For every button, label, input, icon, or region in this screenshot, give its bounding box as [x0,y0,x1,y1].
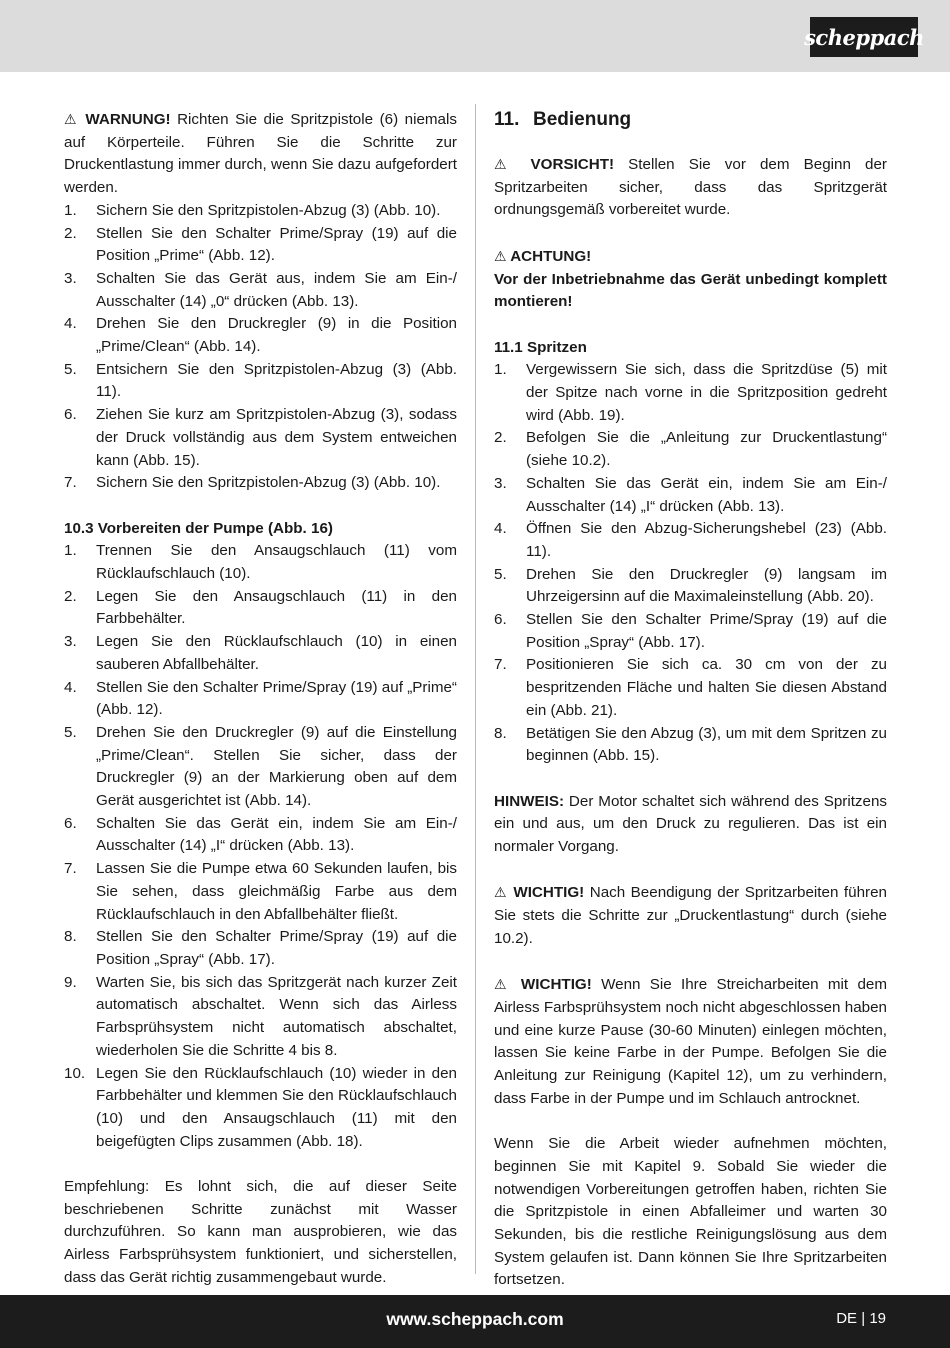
step-text: Öffnen Sie den Abzug-Sicherungshebel (23) (Abb. 11). [526,520,887,560]
list-item [494,564,887,609]
list-item [494,609,887,654]
list-item [64,926,457,971]
step-text: Befolgen Sie die „Anleitung zur Druckentlastung“ (siehe 10.2). [526,429,887,470]
caution-paragraph [494,153,887,222]
step-number: 8. [494,724,507,742]
step-text: Vergewissern Sie sich, dass die Spritzdüse (5) mit der Spitze nach vorne in die Spritzposition gedreht wird (Abb. 19). [526,361,887,424]
step-text: Positionieren Sie sich ca. 30 cm von der zu bespritzenden Fläche und halten Sie diesen Abstand ein (Abb. 21). [526,656,887,719]
list-item [64,1063,457,1154]
step-number: 3. [64,269,77,287]
list-item [64,313,457,358]
section-10-3-title: 10.3 Vorbereiten der Pumpe (Abb. 16) [64,519,333,537]
step-text: Drehen Sie den Druckregler (9) in die Position „Prime/Clean“ (Abb. 14). [96,315,457,356]
warning-triangle-icon: ⚠ [494,247,507,264]
step-number: 1. [64,542,77,560]
list-item [494,473,887,518]
list-item [64,813,457,858]
warning-triangle-icon: ⚠ [64,111,79,127]
list-item [64,631,457,676]
warning-triangle-icon: ⚠ [494,884,508,901]
list-item [494,518,887,563]
warning-label: WARNUNG! [85,111,171,128]
step-text: Legen Sie den Ansaugschlauch (11) in den Farbbehälter. [96,587,457,628]
step-text: Warten Sie, bis sich das Spritzgerät nach kurzer Zeit automatisch abschaltet. Wenn sich das Airless Farbsprühsystem nicht automatisch abschaltet, wiederholen Sie die Schritte 4 bis 8. [96,973,457,1059]
step-number: 5. [64,723,77,741]
step-number: 2. [494,429,507,447]
website-link[interactable]: www.scheppach.com [386,1309,564,1329]
step-number: 5. [64,360,77,378]
list-item [64,540,457,585]
note-paragraph [494,791,887,859]
section-11-number: 11. [494,109,520,130]
list-item [64,359,457,404]
important-text-1: Nach Beendigung der Spritzarbeiten führen Sie stets die Schritte zur „Druckentlastung“ durch (siehe 10.2). [494,884,887,947]
step-number: 7. [494,656,507,674]
spraying-steps [494,359,887,768]
list-item [494,427,887,472]
caution-label: VORSICHT! [530,156,615,173]
list-item [64,677,457,722]
pump-preparation-steps [64,540,457,1153]
step-text: Schalten Sie das Gerät aus, indem Sie am Ein-/ Ausschalter (14) „0“ drücken (Abb. 13). [96,269,457,310]
page-indicator [836,1310,886,1327]
caution-text: Stellen Sie vor dem Beginn der Spritzarbeiten sicher, dass das Spritzgerät ordnungsgemäß vorbereitet wurde. [494,156,887,219]
recommendation-paragraph: Empfehlung: Es lohnt sich, die auf dieser Seite beschriebenen Schritte zunächst mit Wasser durchzuführen. So kann man ausprobieren, wie das Airless Farbsprühsystem funktioniert, und sicherstellen, dass das Gerät richtig zusammengebaut wurde. [64,1178,457,1286]
page-separator: | [861,1310,866,1327]
right-column [494,108,887,1292]
step-text: Entsichern Sie den Spritzpistolen-Abzug (3) (Abb. 11). [96,360,457,401]
important-text-2: Wenn Sie Ihre Streicharbeiten mit dem Airless Farbsprühsystem noch nicht abgeschlossen haben und eine kurze Pause (30-60 Minuten) einlegen möchten, lassen Sie keine Farbe in der Pumpe. Befolgen Sie die Anleitung zur Reinigung (Kapitel 12), um zu verhindern, dass Farbe in der Pumpe und im Schlauch antrocknet. [494,976,887,1107]
important-paragraph-2 [494,973,887,1110]
step-text: Betätigen Sie den Abzug (3), um mit dem Spritzen zu beginnen (Abb. 15). [526,724,887,765]
step-text: Sichern Sie den Spritzpistolen-Abzug (3) (Abb. 10). [96,201,441,219]
step-number: 2. [64,224,77,242]
step-number: 3. [494,474,507,492]
section-11-1-title: 11.1 Spritzen [494,338,587,356]
important-label-1: WICHTIG! [513,884,585,902]
language-code: DE [836,1310,858,1327]
page-number: 19 [869,1310,886,1327]
column-divider [475,104,476,1274]
important-paragraph-1 [494,881,887,950]
step-text: Stellen Sie den Schalter Prime/Spray (19) auf die Position „Spray“ (Abb. 17). [96,928,457,968]
step-number: 10. [64,1064,86,1082]
note-label: HINWEIS: [494,792,565,810]
step-number: 9. [64,973,77,991]
resume-paragraph: Wenn Sie die Arbeit wieder aufnehmen möchten, beginnen Sie mit Kapitel 9. Sobald Sie wieder die notwendigen Vorbereitungen getroffen haben, richten Sie die Spritzpistole in einen Abfalleimer und warten 30 Sekunden, bis die restliche Reinigungslösung aus dem System gelaufen ist. Dann können Sie Ihre Spritzarbeiten fortsetzen. [494,1135,887,1289]
section-11-title [494,108,887,132]
step-number: 2. [64,587,77,605]
warning-paragraph [64,108,457,200]
list-item [494,723,887,768]
pressure-relief-steps [64,200,457,495]
step-number: 7. [64,860,77,878]
step-number: 4. [494,520,507,538]
step-number: 4. [64,678,77,696]
important-label-2: WICHTIG! [520,976,592,994]
step-text: Legen Sie den Rücklaufschlauch (10) wieder in den Farbbehälter und klemmen Sie den Rücklaufschlauch (10) und den Ansaugschlauch (11) mit den beigefügten Clips zusammen (Abb. 18). [96,1064,457,1150]
step-text: Stellen Sie den Schalter Prime/Spray (19) auf die Position „Spray“ (Abb. 17). [526,611,887,651]
step-number: 1. [494,361,507,379]
footer-band [0,1295,950,1348]
attention-label: ACHTUNG! [510,247,592,265]
list-item [64,200,457,223]
step-text: Schalten Sie das Gerät ein, indem Sie am Ein-/ Ausschalter (14) „I“ drücken (Abb. 13). [96,814,457,855]
list-item [64,472,457,495]
list-item [64,223,457,268]
step-text: Schalten Sie das Gerät ein, indem Sie am Ein-/ Ausschalter (14) „I“ drücken (Abb. 13). [526,474,887,515]
list-item [494,654,887,722]
step-text: Legen Sie den Rücklaufschlauch (10) in einen sauberen Abfallbehälter. [96,633,457,673]
attention-heading [494,245,887,269]
step-number: 6. [64,814,77,832]
step-number: 8. [64,928,77,946]
warning-text: Richten Sie die Spritzpistole (6) niemals auf Körperteile. Führen Sie die Schritte zur Druckentlastung immer durch, wenn Sie dazu aufgefordert werden. [64,111,457,197]
step-text: Lassen Sie die Pumpe etwa 60 Sekunden laufen, bis Sie sehen, dass gleichmäßig Farbe aus dem Rücklaufschlauch in den Abfallbehälter fließt. [96,860,457,923]
warning-triangle-icon: ⚠ [494,156,517,172]
step-number: 4. [64,315,77,333]
step-text: Stellen Sie den Schalter Prime/Spray (19) auf die Position „Prime“ (Abb. 12). [96,224,457,265]
scheppach-logo: scheppach [810,17,918,57]
list-item [64,586,457,631]
step-text: Drehen Sie den Druckregler (9) auf die Einstellung „Prime/Clean“. Stellen Sie sicher, dass der Druckregler (9) an der Markierung oben auf dem Gerät ausgerichtet ist (Abb. 14). [96,723,457,810]
note-text: Der Motor schaltet sich während des Spritzens ein und aus, um den Druck zu regulieren. Das ist ein normaler Vorgang. [494,792,887,856]
step-text: Sichern Sie den Spritzpistolen-Abzug (3) (Abb. 10). [96,474,441,492]
list-item [64,858,457,926]
step-number: 3. [64,633,77,651]
step-number: 6. [64,406,77,424]
step-number: 1. [64,201,77,219]
step-text: Drehen Sie den Druckregler (9) langsam im Uhrzeigersinn auf die Maximaleinstellung (Abb. 20). [526,565,887,606]
attention-text: Vor der Inbetriebnahme das Gerät unbedingt komplett montieren! [494,270,887,311]
list-item [64,268,457,313]
step-number: 5. [494,565,507,583]
list-item [64,972,457,1063]
list-item [494,359,887,427]
section-11-label: Bedienung [533,109,632,130]
step-text: Trennen Sie den Ansaugschlauch (11) vom Rücklaufschlauch (10). [96,542,457,583]
step-text: Stellen Sie den Schalter Prime/Spray (19) auf „Prime“ (Abb. 12). [96,678,457,719]
list-item [64,404,457,472]
list-item [64,722,457,813]
step-text: Ziehen Sie kurz am Spritzpistolen-Abzug (3), sodass der Druck vollständig aus dem System entweichen kann (Abb. 15). [96,406,457,469]
warning-triangle-icon: ⚠ [494,976,512,993]
left-column [64,108,457,1290]
step-number: 7. [64,474,77,492]
step-number: 6. [494,611,507,629]
